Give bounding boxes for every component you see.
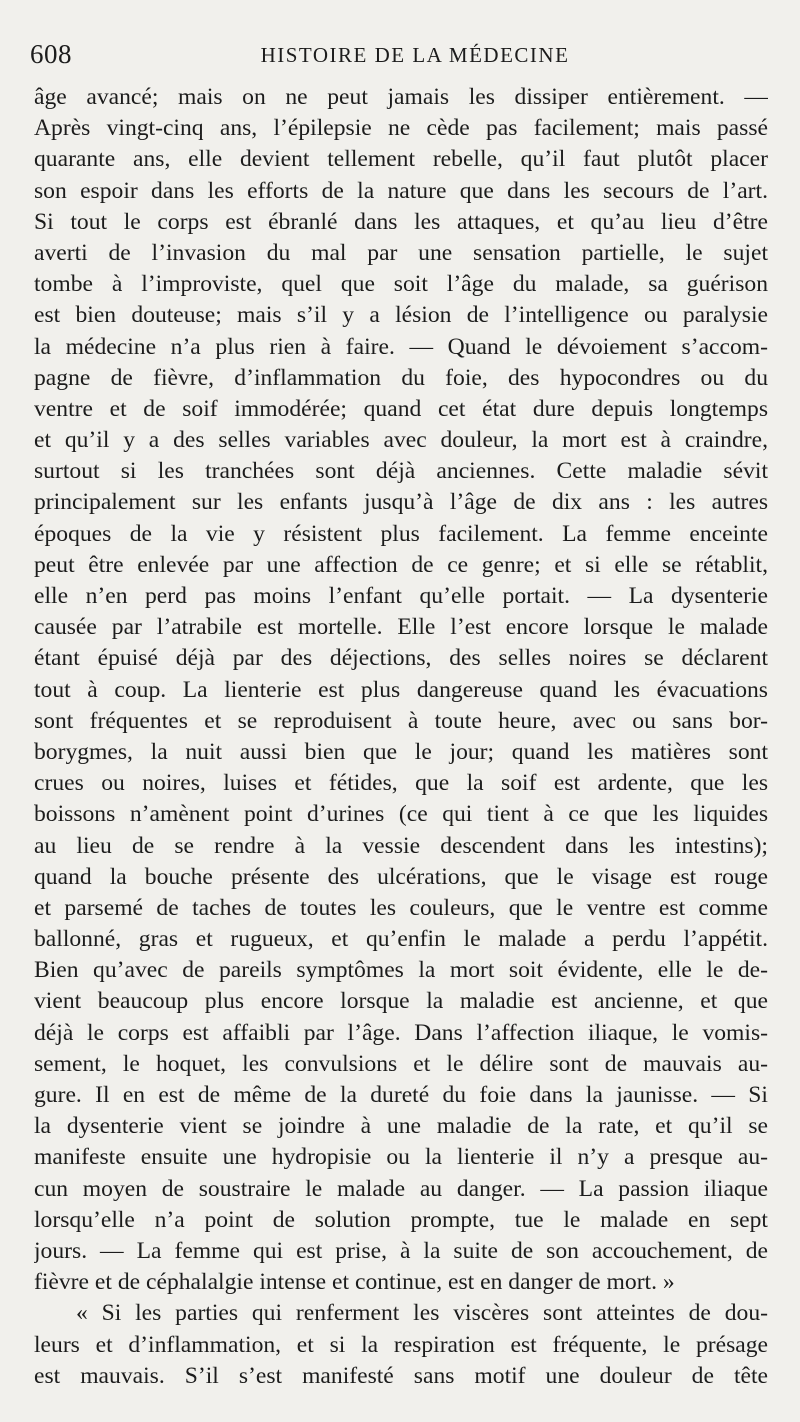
- text-line: vient beaucoup plus encore lorsque la maladie est ancienne, et que: [34, 988, 768, 1015]
- text-line: quarante ans, elle devient tellement rebelle, qu’il faut plutôt placer: [34, 146, 768, 173]
- text-line: étant épuisé déjà par des déjections, des selles noires se déclarent: [34, 645, 768, 672]
- text-line: époques de la vie y résistent plus facilement. La femme enceinte: [34, 520, 768, 547]
- text-line: lorsqu’elle n’a point de solution prompte, tue le malade en sept: [34, 1206, 768, 1233]
- text-line: ballonné, gras et rugueux, et qu’enfin le malade a perdu l’appétit.: [34, 926, 768, 953]
- text-line: et parsemé de taches de toutes les couleurs, que le ventre est comme: [34, 894, 768, 921]
- text-line: peut être enlevée par une affection de ce genre; et si elle se rétablit,: [34, 551, 768, 578]
- text-line: sement, le hoquet, les convulsions et le délire sont de mauvais au-: [34, 1050, 768, 1077]
- text-line: et qu’il y a des selles variables avec douleur, la mort est à craindre,: [34, 427, 768, 454]
- page-header: [30, 36, 770, 72]
- text-line: tout à coup. La lienterie est plus dangereuse quand les évacuations: [34, 676, 768, 703]
- text-line: tombe à l’improviste, quel que soit l’âge du malade, sa guérison: [34, 271, 768, 298]
- text-line: crues ou noires, luises et fétides, que la soif est ardente, que les: [34, 770, 768, 797]
- text-line: Bien qu’avec de pareils symptômes la mort soit évidente, elle le de-: [34, 957, 768, 984]
- text-line: « Si les parties qui renferment les viscères sont atteintes de dou-: [76, 1300, 768, 1327]
- text-line: boissons n’amènent point d’urines (ce qui tient à ce que les liquides: [34, 801, 768, 828]
- text-line: surtout si les tranchées sont déjà anciennes. Cette maladie sévit: [34, 458, 768, 485]
- text-line: elle n’en perd pas moins l’enfant qu’elle portait. — La dysenterie: [34, 583, 768, 609]
- text-line: déjà le corps est affaibli par l’âge. Dans l’affection iliaque, le vomis-: [34, 1019, 768, 1046]
- body-text: [34, 82, 768, 1392]
- text-line: gure. Il en est de même de la dureté du foie dans la jaunisse. — Si: [34, 1082, 768, 1108]
- text-line: principalement sur les enfants jusqu’à l’âge de dix ans : les autres: [34, 489, 768, 516]
- text-line: manifeste ensuite une hydropisie ou la lienterie il n’y a presque au-: [34, 1144, 768, 1171]
- text-line: au lieu de se rendre à la vessie descendent dans les intestins);: [34, 832, 768, 859]
- text-line: pagne de fièvre, d’inflammation du foie, des hypocondres ou du: [34, 364, 768, 391]
- text-line: fièvre et de céphalalgie intense et continue, est en danger de mort. »: [34, 1269, 675, 1296]
- text-line: est mauvais. S’il s’est manifesté sans motif une douleur de tête: [34, 1362, 768, 1389]
- running-title: HISTOIRE DE LA MÉDECINE: [260, 43, 570, 67]
- page-number: 608: [30, 39, 72, 69]
- text-line: âge avancé; mais on ne peut jamais les dissiper entièrement. —: [34, 84, 768, 110]
- text-line: causée par l’atrabile est mortelle. Elle l’est encore lorsque le malade: [34, 614, 768, 641]
- text-line: est bien douteuse; mais s’il y a lésion de l’intelligence ou paralysie: [34, 302, 768, 329]
- text-line: son espoir dans les efforts de la nature que dans les secours de l’art.: [34, 177, 768, 204]
- text-line: borygmes, la nuit aussi bien que le jour; quand les matières sont: [34, 738, 768, 765]
- text-line: sont fréquentes et se reproduisent à toute heure, avec ou sans bor-: [34, 707, 768, 734]
- text-line: cun moyen de soustraire le malade au danger. — La passion iliaque: [34, 1175, 768, 1202]
- text-line: Si tout le corps est ébranlé dans les attaques, et qu’au lieu d’être: [34, 208, 768, 235]
- text-line: jours. — La femme qui est prise, à la suite de son accouchement, de: [34, 1237, 768, 1264]
- text-line: averti de l’invasion du mal par une sensation partielle, le sujet: [34, 239, 768, 266]
- text-line: la médecine n’a plus rien à faire. — Quand le dévoiement s’accom-: [34, 333, 768, 360]
- text-line: ventre et de soif immodérée; quand cet état dure depuis longtemps: [34, 395, 768, 422]
- text-line: la dysenterie vient se joindre à une maladie de la rate, et qu’il se: [34, 1113, 768, 1140]
- text-line: quand la bouche présente des ulcérations, que le visage est rouge: [34, 863, 768, 890]
- text-line: leurs et d’inflammation, et si la respiration est fréquente, le présage: [34, 1331, 768, 1358]
- text-line: Après vingt-cinq ans, l’épilepsie ne cède pas facilement; mais passé: [34, 115, 768, 142]
